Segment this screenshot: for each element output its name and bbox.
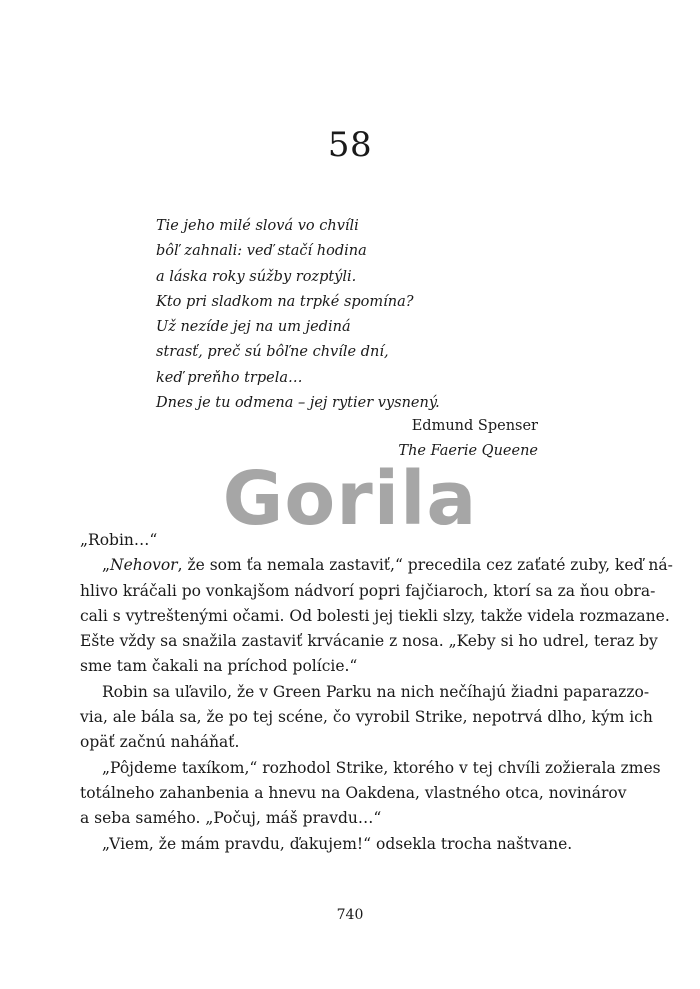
text-line: opäť začnú naháňať.	[80, 733, 240, 752]
epigraph-line: Už nezíde jej na um jediná	[156, 319, 351, 336]
epigraph	[156, 214, 576, 416]
text-line: cali s vytreštenými očami. Od bolesti jej tiekli slzy, takže videla rozmazane.	[80, 606, 670, 625]
epigraph-line: bôľ zahnali: veď stačí hodina	[156, 243, 367, 260]
text-line: Ešte vždy sa snažila zastaviť krvácanie z nosa. „Keby si ho udrel, teraz by	[80, 632, 658, 651]
text-line: totálneho zahanbenia a hnevu na Oakdena, vlastného otca, novinárov	[80, 783, 627, 802]
text-line: „Pôjdeme taxíkom,“ rozhodol Strike, ktorého v tej chvíli zožierala zmes	[102, 758, 661, 777]
quote-mark: „	[102, 556, 111, 575]
epigraph-line: Dnes je tu odmena – jej rytier vysnený.	[156, 395, 440, 412]
chapter-number: 58	[327, 125, 373, 165]
epigraph-line: a láska roky súžby rozptýli.	[156, 268, 357, 285]
text-line: „Robin…“	[80, 531, 158, 549]
epigraph-line: strasť, preč sú bôľne chvíle dní,	[156, 344, 389, 361]
epigraph-line: Tie jeho milé slová vo chvíli	[156, 218, 359, 234]
text-line: Robin sa uľavilo, že v Green Parku na nich nečíhajú žiadni paparazzo-	[102, 682, 650, 701]
epigraph-author: Edmund Spenser	[411, 418, 538, 434]
text-line: sme tam čakali na príchod polície.“	[80, 657, 358, 676]
epigraph-work-title: The Faerie Queene	[398, 443, 538, 459]
text-line: „Viem, že mám pravdu, ďakujem!“ odsekla trocha naštvane.	[102, 834, 573, 853]
epigraph-line: Kto pri sladkom na trpké spomína?	[156, 293, 414, 310]
text-line-rest: , že som ťa nemala zastaviť,“ precedila cez zaťaté zuby, keď ná-	[177, 556, 673, 575]
chapter-text	[80, 528, 673, 857]
text-line: hlivo kráčali po vonkajšom nádvorí popri fajčiaroch, ktorí sa za ňou obra-	[80, 581, 656, 600]
page-number: 740	[336, 907, 364, 923]
emphasis: Nehovor	[110, 556, 178, 575]
epigraph-line: keď preňho trpela…	[156, 369, 303, 386]
watermark-logo: Gorila	[222, 456, 478, 542]
text-line	[80, 553, 673, 578]
text-line: a seba samého. „Počuj, máš pravdu…“	[80, 809, 382, 828]
text-line: via, ale bála sa, že po tej scéne, čo vyrobil Strike, nepotrvá dlho, kým ich	[80, 708, 653, 727]
